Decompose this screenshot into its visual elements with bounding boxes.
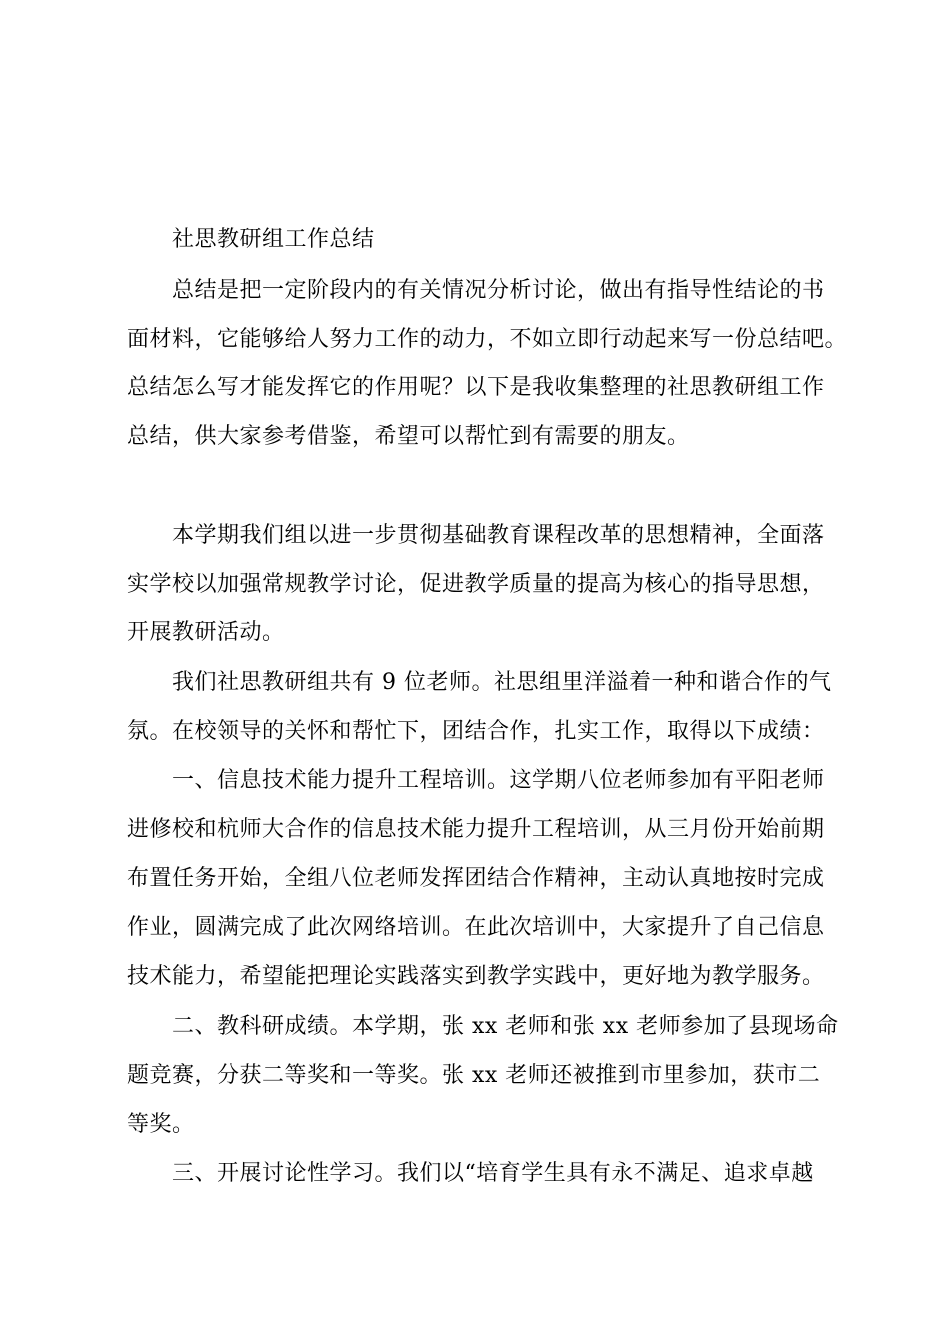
paragraph-line: 一、信息技术能力提升工程培训。这学期八位老师参加有平阳老师 — [172, 768, 825, 793]
paragraph-line: 等奖。 — [127, 1112, 195, 1137]
paragraph-line: 作业，圆满完成了此次网络培训。在此次培训中，大家提升了自己信息 — [127, 915, 825, 940]
paragraph-line: 总结怎么写才能发挥它的作用呢？以下是我收集整理的社思教研组工作 — [127, 375, 825, 400]
paragraph-line: 氛。在校领导的关怀和帮忙下，团结合作，扎实工作，取得以下成绩： — [127, 719, 825, 744]
paragraph-line: 开展教研活动。 — [127, 620, 285, 645]
paragraph-line: 进修校和杭师大合作的信息技术能力提升工程培训，从三月份开始前期 — [127, 817, 825, 842]
paragraph-line: 本学期我们组以进一步贯彻基础教育课程改革的思想精神，全面落 — [172, 523, 825, 548]
paragraph-line: 实学校以加强常规教学讨论，促进教学质量的提高为核心的指导思想， — [127, 572, 825, 597]
paragraph-line: 面材料，它能够给人努力工作的动力，不如立即行动起来写一份总结吧。 — [127, 327, 848, 352]
paragraph-line: 三、开展讨论性学习。我们以“培育学生具有永不满足、追求卓越 — [172, 1161, 814, 1186]
paragraph-line: 题竞赛，分获二等奖和一等奖。张 xx 老师还被推到市里参加，获市二 — [127, 1063, 821, 1088]
paragraph-line: 布置任务开始，全组八位老师发挥团结合作精神，主动认真地按时完成 — [127, 866, 825, 891]
paragraph-line: 总结是把一定阶段内的有关情况分析讨论，做出有指导性结论的书 — [172, 278, 825, 303]
paragraph-line: 总结，供大家参考借鉴，希望可以帮忙到有需要的朋友。 — [127, 424, 690, 449]
document-title: 社思教研组工作总结 — [172, 227, 375, 252]
paragraph-line: 我们社思教研组共有 9 位老师。社思组里洋溢着一种和谐合作的气 — [172, 670, 832, 695]
paragraph-line: 技术能力，希望能把理论实践落实到教学实践中，更好地为教学服务。 — [127, 964, 825, 989]
paragraph-line: 二、教科研成绩。本学期，张 xx 老师和张 xx 老师参加了县现场命 — [172, 1014, 839, 1039]
